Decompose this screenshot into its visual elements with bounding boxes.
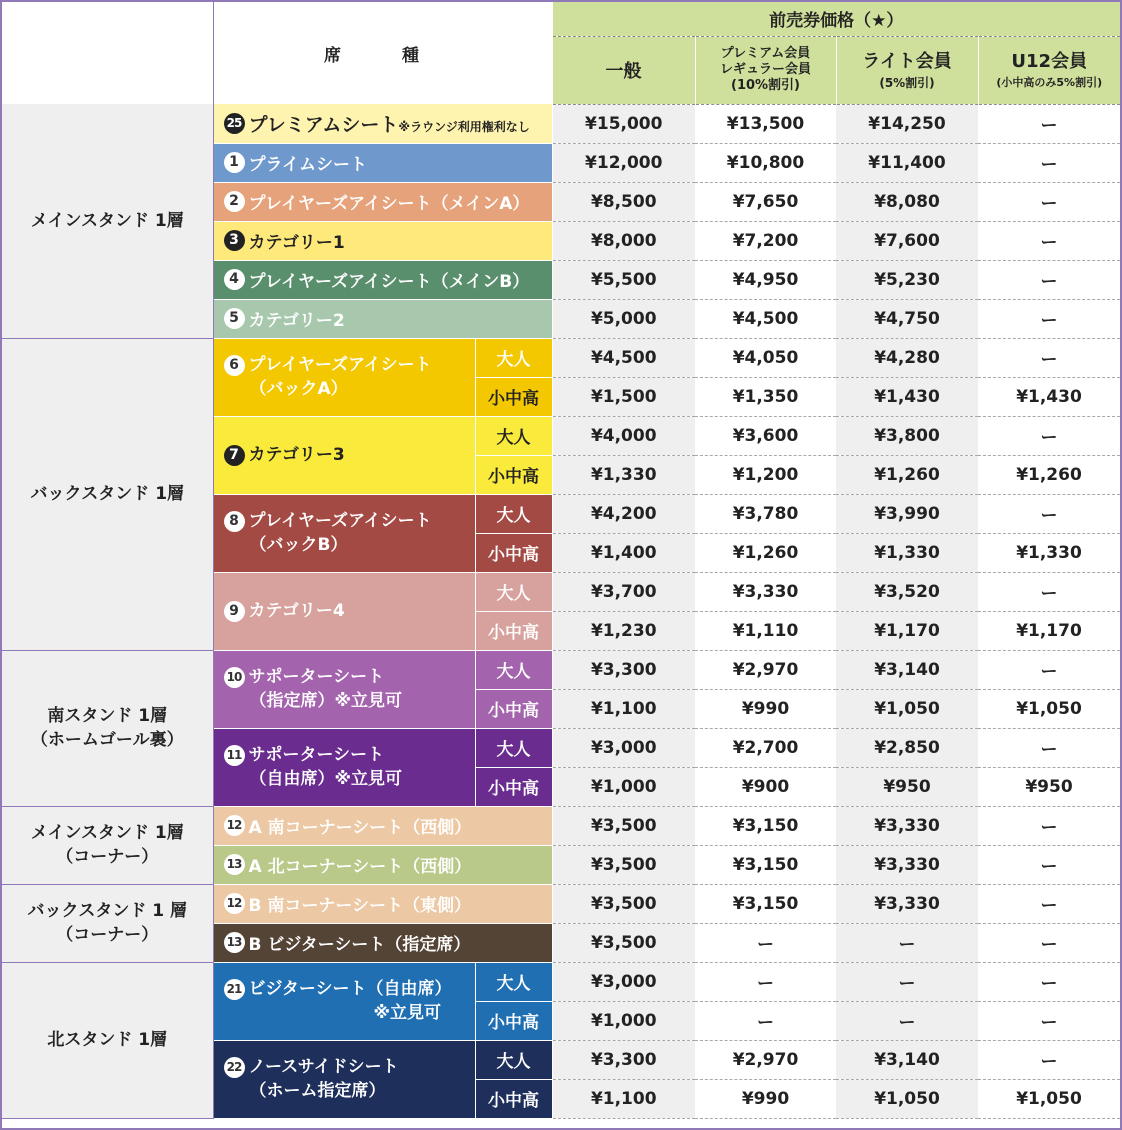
price-cell: ¥4,950	[695, 260, 836, 299]
price-cell: ー	[978, 494, 1120, 533]
seat-name: プレイヤーズアイシート	[248, 355, 432, 375]
seat-type-cell	[213, 338, 475, 416]
price-cell: ¥950	[978, 767, 1120, 806]
column-u12: U12会員 (小中高のみ5%割引)	[978, 36, 1120, 104]
price-cell: ー	[978, 884, 1120, 923]
price-cell: ¥990	[695, 689, 836, 728]
price-cell: ¥5,500	[552, 260, 695, 299]
seat-name-sub: （自由席）※立見可	[249, 769, 403, 789]
price-cell: ¥1,260	[695, 533, 836, 572]
seat-type-cell	[213, 923, 552, 962]
seat-name: プレイヤーズアイシート（メインA）	[248, 194, 530, 214]
price-cell: ー	[978, 806, 1120, 845]
price-cell: ¥3,500	[552, 806, 695, 845]
price-cell: ¥3,150	[695, 845, 836, 884]
stand-area	[2, 338, 213, 650]
price-cell: ー	[978, 182, 1120, 221]
price-cell: ¥14,250	[836, 104, 978, 143]
seat-number-badge: 25	[224, 113, 245, 134]
price-cell: ¥3,700	[552, 572, 695, 611]
seat-name: カテゴリー3	[248, 445, 345, 465]
price-cell: ¥3,000	[552, 728, 695, 767]
stand-area-name: バックスタンド 1層	[30, 484, 185, 504]
price-cell: ¥1,050	[836, 689, 978, 728]
stand-area-sub: （コーナー）	[56, 847, 159, 867]
stand-area	[2, 104, 213, 338]
stand-area-name: バックスタンド 1 層	[27, 901, 187, 921]
price-row	[2, 884, 1120, 923]
age-adult-label: 大人	[475, 338, 552, 377]
seat-number-badge: 12	[224, 893, 245, 914]
price-cell: ¥1,230	[552, 611, 695, 650]
price-cell: ¥3,800	[836, 416, 978, 455]
price-cell: ¥3,600	[695, 416, 836, 455]
age-adult-label: 大人	[475, 494, 552, 533]
price-cell: ¥3,150	[695, 806, 836, 845]
price-cell: ¥2,970	[695, 1040, 836, 1079]
seat-number-badge: 11	[224, 745, 245, 766]
seat-number-badge: 8	[224, 511, 245, 532]
age-child-label: 小中高	[475, 1001, 552, 1040]
age-child-label: 小中高	[475, 533, 552, 572]
seat-name: サポーターシート	[248, 667, 385, 687]
price-cell: ー	[978, 260, 1120, 299]
price-cell: ¥10,800	[695, 143, 836, 182]
seat-name: カテゴリー1	[248, 233, 345, 253]
seat-type-cell	[213, 572, 475, 650]
seat-number-badge: 22	[224, 1057, 245, 1078]
seat-type-cell	[213, 143, 552, 182]
price-cell: ー	[978, 104, 1120, 143]
age-adult-label: 大人	[475, 962, 552, 1001]
age-child-label: 小中高	[475, 611, 552, 650]
seat-number-badge: 13	[224, 932, 245, 953]
stand-area	[2, 806, 213, 884]
price-cell: ¥1,100	[552, 1079, 695, 1118]
seat-type-cell	[213, 962, 475, 1040]
seat-name-sub: （バックA）	[249, 379, 348, 399]
seat-name: ビジターシート（自由席）	[248, 979, 452, 999]
price-cell: ¥5,230	[836, 260, 978, 299]
price-cell: ¥3,150	[695, 884, 836, 923]
seat-number-badge: 1	[224, 152, 245, 173]
age-adult-label: 大人	[475, 416, 552, 455]
seat-type-cell	[213, 1040, 475, 1118]
age-adult-label: 大人	[475, 728, 552, 767]
price-row	[2, 962, 1120, 1001]
price-cell: ¥7,650	[695, 182, 836, 221]
price-cell: ¥1,170	[978, 611, 1120, 650]
price-cell: ¥1,050	[978, 1079, 1120, 1118]
price-cell: ¥5,000	[552, 299, 695, 338]
stand-area-name: 南スタンド 1層	[47, 706, 168, 726]
stand-area	[2, 650, 213, 806]
age-adult-label: 大人	[475, 650, 552, 689]
price-cell: ー	[978, 572, 1120, 611]
price-cell: ー	[695, 962, 836, 1001]
seat-name: プライムシート	[248, 155, 367, 175]
price-cell: ¥3,330	[836, 845, 978, 884]
seat-name-sub: （ホーム指定席）	[249, 1081, 386, 1101]
price-cell: ¥3,500	[552, 884, 695, 923]
seat-type-cell	[213, 884, 552, 923]
price-cell: ¥3,330	[836, 884, 978, 923]
seat-number-badge: 2	[224, 191, 245, 212]
price-cell: ー	[836, 923, 978, 962]
seat-name: プレミアムシート	[248, 113, 399, 136]
price-cell: ¥2,970	[695, 650, 836, 689]
stand-area	[2, 884, 213, 962]
price-cell: ¥1,330	[978, 533, 1120, 572]
price-cell: ¥4,750	[836, 299, 978, 338]
seat-type-header: 席 種	[213, 2, 552, 104]
age-child-label: 小中高	[475, 377, 552, 416]
price-cell: ー	[695, 1001, 836, 1040]
seat-name: A 北コーナーシート（西側）	[248, 857, 472, 877]
price-cell: ¥11,400	[836, 143, 978, 182]
price-cell: ¥4,000	[552, 416, 695, 455]
price-cell: ¥12,000	[552, 143, 695, 182]
price-cell: ー	[978, 1040, 1120, 1079]
price-cell: ¥1,430	[836, 377, 978, 416]
column-premium-regular: プレミアム会員 レギュラー会員 (10%割引)	[695, 36, 836, 104]
seat-name: カテゴリー4	[248, 601, 345, 621]
seat-type-cell	[213, 416, 475, 494]
price-cell: ¥3,000	[552, 962, 695, 1001]
stand-area	[2, 962, 213, 1118]
seat-name-sub: ※立見可	[373, 1003, 442, 1023]
seat-number-badge: 3	[224, 230, 245, 251]
seat-number-badge: 21	[224, 979, 245, 1000]
price-cell: ¥3,300	[552, 1040, 695, 1079]
seat-type-cell	[213, 650, 475, 728]
price-cell: ¥1,000	[552, 1001, 695, 1040]
price-cell: ¥3,140	[836, 1040, 978, 1079]
price-cell: ¥990	[695, 1079, 836, 1118]
column-general: 一般	[552, 36, 695, 104]
stand-area-name: メインスタンド 1層	[30, 823, 184, 843]
price-cell: ¥15,000	[552, 104, 695, 143]
price-cell: ー	[978, 845, 1120, 884]
price-cell: ¥3,300	[552, 650, 695, 689]
price-cell: ー	[978, 338, 1120, 377]
price-cell: ¥3,330	[695, 572, 836, 611]
price-cell: ー	[978, 416, 1120, 455]
price-cell: ¥4,500	[552, 338, 695, 377]
seat-name: B ビジターシート（指定席）	[248, 935, 471, 955]
price-cell: ¥2,850	[836, 728, 978, 767]
price-cell: ¥7,600	[836, 221, 978, 260]
seat-number-badge: 13	[224, 854, 245, 875]
seat-type-cell	[213, 221, 552, 260]
price-cell: ¥7,200	[695, 221, 836, 260]
seat-type-cell	[213, 182, 552, 221]
age-adult-label: 大人	[475, 1040, 552, 1079]
price-row	[2, 338, 1120, 377]
price-cell: ー	[836, 1001, 978, 1040]
price-cell: ¥2,700	[695, 728, 836, 767]
seat-type-cell	[213, 104, 552, 143]
age-child-label: 小中高	[475, 1079, 552, 1118]
price-cell: ー	[978, 1001, 1120, 1040]
price-cell: ¥3,520	[836, 572, 978, 611]
seat-type-cell	[213, 728, 475, 806]
age-adult-label: 大人	[475, 572, 552, 611]
price-cell: ¥4,050	[695, 338, 836, 377]
price-cell: ¥950	[836, 767, 978, 806]
price-row	[2, 806, 1120, 845]
price-cell: ¥3,330	[836, 806, 978, 845]
seat-name: ノースサイドシート	[248, 1057, 399, 1077]
seat-number-badge: 7	[224, 445, 245, 466]
seat-number-badge: 12	[224, 815, 245, 836]
stand-area-name: メインスタンド 1層	[30, 210, 184, 231]
price-cell: ー	[978, 650, 1120, 689]
price-cell: ¥1,050	[836, 1079, 978, 1118]
price-cell: ¥3,990	[836, 494, 978, 533]
price-cell: ¥1,350	[695, 377, 836, 416]
seat-name: カテゴリー2	[248, 311, 345, 331]
price-cell: ¥4,280	[836, 338, 978, 377]
seat-type-cell	[213, 260, 552, 299]
price-row	[2, 104, 1120, 143]
seat-number-badge: 9	[224, 601, 245, 622]
price-cell: ¥13,500	[695, 104, 836, 143]
price-cell: ¥1,260	[836, 455, 978, 494]
ticket-price-table	[2, 2, 1120, 1119]
age-child-label: 小中高	[475, 767, 552, 806]
seat-number-badge: 4	[224, 269, 245, 290]
price-cell: ¥1,100	[552, 689, 695, 728]
price-cell: ¥3,140	[836, 650, 978, 689]
price-cell: ー	[695, 923, 836, 962]
seat-name: サポーターシート	[248, 745, 385, 765]
age-child-label: 小中高	[475, 689, 552, 728]
stand-area-sub: （ホームゴール裏）	[30, 730, 184, 750]
price-cell: ¥3,780	[695, 494, 836, 533]
price-cell: ¥1,430	[978, 377, 1120, 416]
seat-name: A 南コーナーシート（西側）	[248, 818, 472, 838]
price-cell: ¥1,110	[695, 611, 836, 650]
price-cell: ¥8,000	[552, 221, 695, 260]
seat-name: B 南コーナーシート（東側）	[248, 896, 472, 916]
price-cell: ¥900	[695, 767, 836, 806]
age-child-label: 小中高	[475, 455, 552, 494]
seat-type-cell	[213, 806, 552, 845]
price-cell: ¥4,500	[695, 299, 836, 338]
price-cell: ¥1,200	[695, 455, 836, 494]
price-cell: ¥1,400	[552, 533, 695, 572]
seat-type-cell	[213, 299, 552, 338]
price-cell: ¥8,080	[836, 182, 978, 221]
price-cell: ¥1,050	[978, 689, 1120, 728]
column-light: ライト会員 (5%割引)	[836, 36, 978, 104]
seat-number-badge: 10	[224, 667, 245, 688]
seat-type-cell	[213, 845, 552, 884]
stand-area-name: 北スタンド 1層	[47, 1030, 168, 1050]
price-cell: ¥1,500	[552, 377, 695, 416]
seat-number-badge: 5	[224, 308, 245, 329]
seat-name: プレイヤーズアイシート	[248, 511, 432, 531]
price-cell: ¥8,500	[552, 182, 695, 221]
price-cell: ¥1,170	[836, 611, 978, 650]
seat-name-sub: （指定席）※立見可	[249, 691, 403, 711]
seat-number-badge: 6	[224, 355, 245, 376]
price-cell: ¥1,000	[552, 767, 695, 806]
seat-name-sub: （バックB）	[249, 535, 348, 555]
price-row	[2, 650, 1120, 689]
seat-name: プレイヤーズアイシート（メインB）	[248, 272, 530, 292]
price-cell: ー	[978, 923, 1120, 962]
seat-type-cell	[213, 494, 475, 572]
price-cell: ¥1,260	[978, 455, 1120, 494]
stand-area-sub: （コーナー）	[56, 925, 159, 945]
price-cell: ¥1,330	[836, 533, 978, 572]
corner-blank	[2, 2, 213, 104]
price-cell: ー	[978, 143, 1120, 182]
price-cell: ー	[978, 962, 1120, 1001]
price-cell: ¥3,500	[552, 845, 695, 884]
price-cell: ¥1,330	[552, 455, 695, 494]
price-cell: ¥4,200	[552, 494, 695, 533]
price-cell: ー	[978, 221, 1120, 260]
price-cell: ー	[978, 728, 1120, 767]
seat-note: ※ラウンジ利用権利なし	[398, 119, 530, 134]
price-group-header: 前売券価格（★）	[552, 2, 1120, 36]
price-cell: ¥3,500	[552, 923, 695, 962]
price-cell: ー	[836, 962, 978, 1001]
price-cell: ー	[978, 299, 1120, 338]
